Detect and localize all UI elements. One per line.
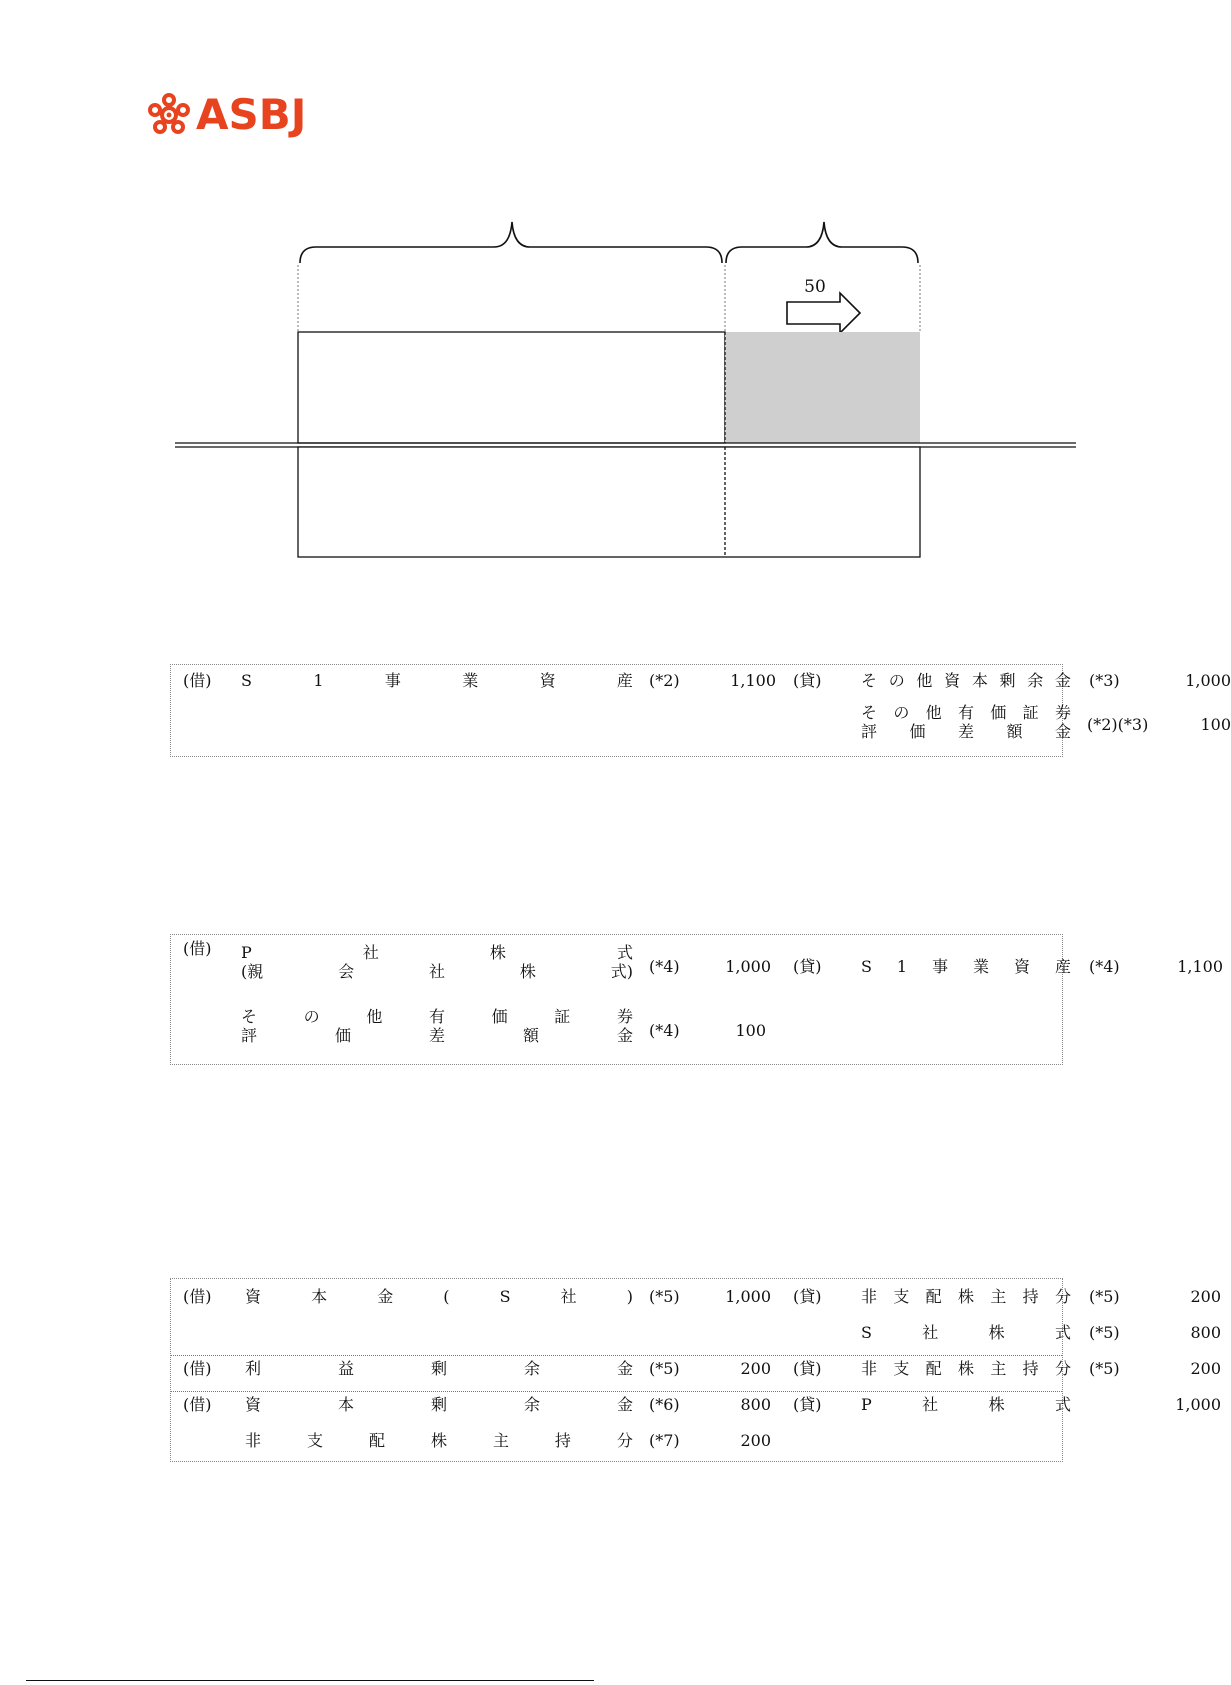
e3-r0-dr-amount: 1,000: [725, 1287, 771, 1306]
e3-r2-cr-account: 非 支 配 株 主 持 分: [861, 1359, 1071, 1378]
e2-dr-account-2: そ の 他 有 価 証 券 評 価 差 額 金: [241, 1007, 633, 1046]
e3-r2-cr-amount: 200: [1190, 1359, 1221, 1378]
e3-r3-dr-side: (借): [183, 1395, 212, 1414]
logo-text: ASBJ: [196, 90, 307, 139]
e1-cr-account-2: そ の 他 有 価 証 券 評 価 差 額 金: [861, 703, 1071, 742]
e1-cr-amount-2: 100: [1200, 715, 1231, 734]
e1-dr-account: S 1 事 業 資 産: [241, 671, 633, 690]
e3-r0-cr-side: (貸): [793, 1287, 822, 1306]
e3-r4-dr-amount: 200: [740, 1431, 771, 1450]
e3-r2-cr-note: (*5): [1089, 1359, 1120, 1378]
e1-cr-amount-1: 1,000: [1185, 671, 1231, 690]
e3-r1-cr-amount: 800: [1190, 1323, 1221, 1342]
e3-r4-dr-note: (*7): [649, 1431, 680, 1450]
e3-r3-dr-account: 資 本 剰 余 金: [245, 1395, 633, 1414]
e1-dr-side: (借): [183, 671, 212, 690]
e2-cr-side: (貸): [793, 957, 822, 976]
e2-dr-amount-2: 100: [735, 1021, 766, 1040]
footnote-divider: [26, 1680, 594, 1681]
e3-r2-cr-side: (貸): [793, 1359, 822, 1378]
e2-cr-account: S 1 事 業 資 産: [861, 957, 1071, 976]
e3-r0-dr-note: (*5): [649, 1287, 680, 1306]
e2-cr-amount: 1,100: [1177, 957, 1223, 976]
upper-right-shaded-box: [725, 332, 920, 443]
e3-r1-cr-account: S 社 株 式: [861, 1323, 1071, 1342]
e1-cr-account-1: そ の 他 資 本 剰 余 金: [861, 671, 1071, 690]
e3-r4-dr-account: 非 支 配 株 主 持 分: [245, 1431, 633, 1450]
upper-left-box: [298, 332, 725, 443]
e3-r3-cr-account: P 社 株 式: [861, 1395, 1071, 1414]
e3-r1-cr-note: (*5): [1089, 1323, 1120, 1342]
e3-r0-dr-account: 資 本 金 ( S 社 ): [245, 1287, 633, 1306]
journal-entry-2: [170, 934, 1223, 1065]
e3-r3-dr-amount: 800: [740, 1395, 771, 1414]
right-brace: [726, 222, 918, 263]
e2-dr-side: (借): [183, 939, 212, 958]
e2-dr-account-1: P 社 株 式 (親 会 社 株 式): [241, 943, 633, 982]
e3-r3-cr-side: (貸): [793, 1395, 822, 1414]
e1-cr-note-2: (*2)(*3): [1087, 715, 1149, 734]
e3-r2-dr-account: 利 益 剰 余 金: [245, 1359, 633, 1378]
left-brace: [300, 222, 722, 263]
right-arrow-icon: [787, 293, 860, 333]
e3-r3-cr-amount: 1,000: [1175, 1395, 1221, 1414]
journal-entry-3: [170, 1278, 1221, 1462]
arrow-value: 50: [804, 277, 826, 297]
e1-dr-amount: 1,100: [730, 671, 776, 690]
e3-r2-dr-amount: 200: [740, 1359, 771, 1378]
e1-cr-side: (貸): [793, 671, 822, 690]
e1-dr-note: (*2): [649, 671, 680, 690]
e2-dr-note-2: (*4): [649, 1021, 680, 1040]
e3-r3-dr-note: (*6): [649, 1395, 680, 1414]
e3-r0-cr-amount: 200: [1190, 1287, 1221, 1306]
journal-entry-1: [170, 664, 1231, 757]
e3-r0-cr-account: 非 支 配 株 主 持 分: [861, 1287, 1071, 1306]
e3-r0-cr-note: (*5): [1089, 1287, 1120, 1306]
e3-r2-dr-note: (*5): [649, 1359, 680, 1378]
lower-box: [298, 447, 920, 557]
e3-r2-dr-side: (借): [183, 1359, 212, 1378]
e1-cr-note-1: (*3): [1089, 671, 1120, 690]
e3-r0-dr-side: (借): [183, 1287, 212, 1306]
e2-dr-amount-1: 1,000: [725, 957, 771, 976]
equity-diagram: [0, 0, 1191, 600]
e2-cr-note: (*4): [1089, 957, 1120, 976]
e2-dr-note-1: (*4): [649, 957, 680, 976]
